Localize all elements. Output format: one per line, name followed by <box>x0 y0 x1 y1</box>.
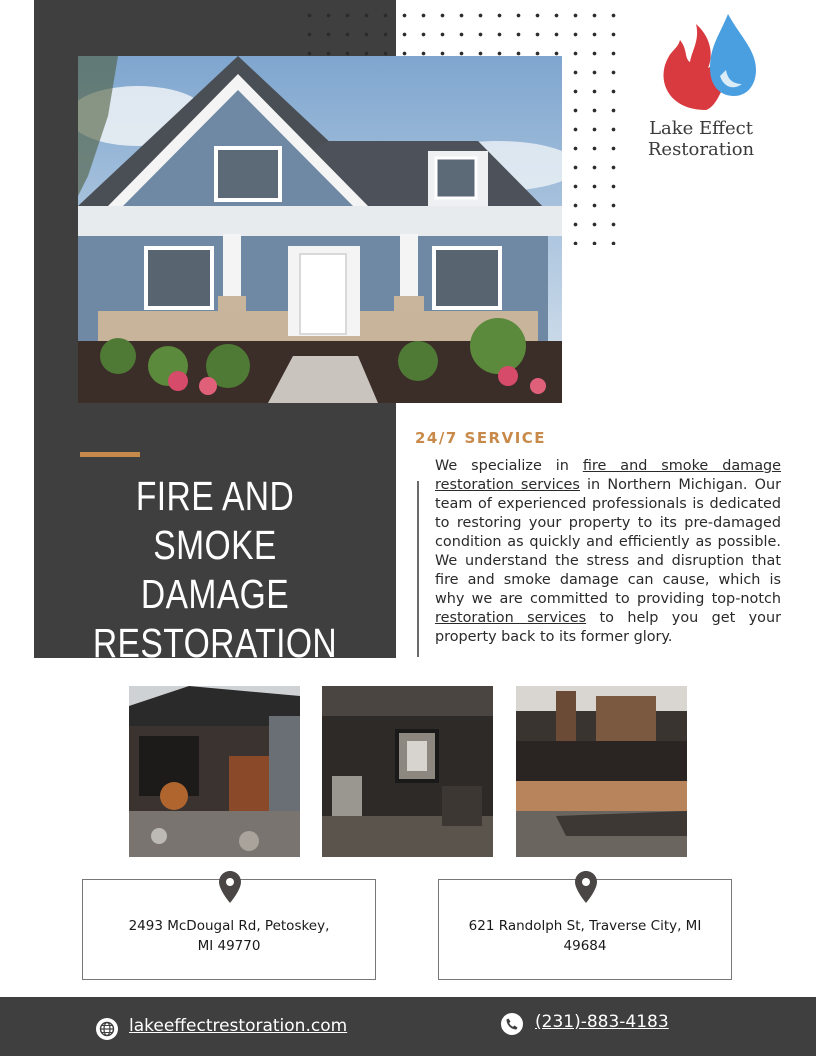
website-link[interactable]: lakeeffectrestoration.com <box>129 1016 348 1036</box>
flame-drop-icon <box>648 10 758 120</box>
damage-photo-interior <box>322 686 493 857</box>
restoration-services-link[interactable]: restoration services <box>435 610 587 626</box>
hero-house-photo <box>78 56 562 403</box>
brand-name-line2: Restoration <box>647 139 755 160</box>
address-line2: 49684 <box>563 938 607 954</box>
title-line2: DAMAGE <box>140 571 290 617</box>
phone-link[interactable]: (231)-883-4183 <box>535 1012 669 1032</box>
body-text-1: We specialize in <box>435 458 583 474</box>
damage-photo-kitchen <box>516 686 687 857</box>
phone-icon <box>501 1013 523 1035</box>
company-logo <box>636 10 766 170</box>
address-line1: 621 Randolph St, Traverse City, MI <box>468 918 702 934</box>
address-line1: 2493 McDougal Rd, Petoskey, <box>128 918 330 934</box>
title-line1: FIRE AND SMOKE <box>135 473 295 568</box>
globe-icon <box>96 1018 118 1040</box>
fire-smoke-link[interactable]: fire and smoke damage restoration services <box>435 458 782 493</box>
map-pin-icon <box>575 871 597 903</box>
footer <box>0 997 816 1056</box>
address-line2: MI 49770 <box>197 938 261 954</box>
accent-bar <box>80 452 140 457</box>
service-description <box>435 457 781 647</box>
body-text-2: in Northern Michigan. Our team of experienced professionals is dedicated to restoring your property to its pre-damaged condition as quickly and efficiently as possible. We understand the stress and disruption that fire and smoke damage can cause, which is why we are committed to providing top-notch <box>435 477 781 607</box>
title-line3: RESTORATION <box>92 620 338 666</box>
divider-line <box>417 481 419 657</box>
damage-photo-exterior <box>129 686 300 857</box>
service-heading: 24/7 SERVICE <box>415 429 547 447</box>
page-title <box>78 472 352 668</box>
map-pin-icon <box>219 871 241 903</box>
brand-name-line1: Lake Effect <box>649 118 753 139</box>
body-text-3: to help you get your property back to its former glory. <box>435 610 781 645</box>
